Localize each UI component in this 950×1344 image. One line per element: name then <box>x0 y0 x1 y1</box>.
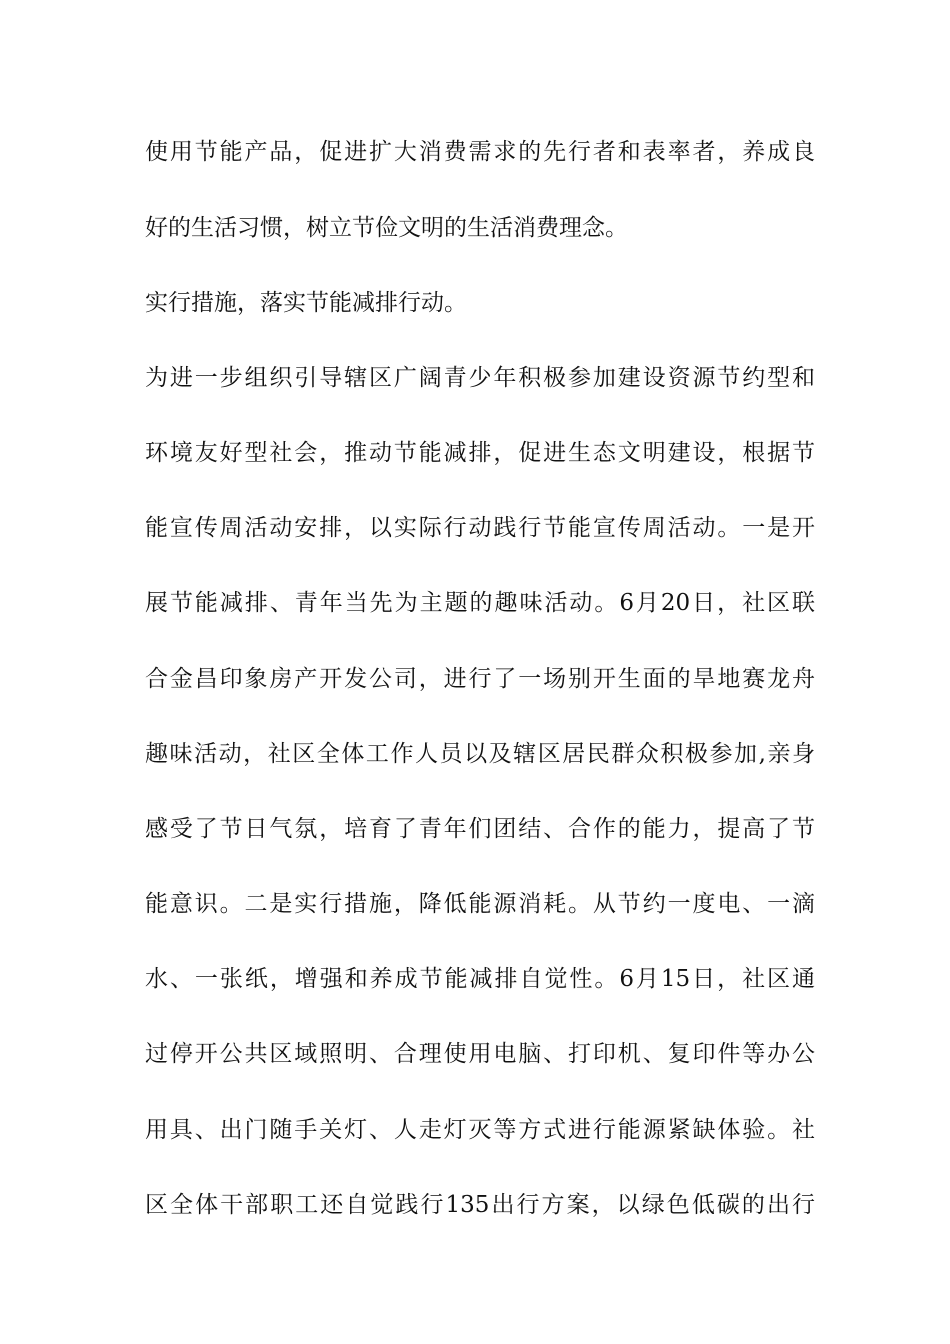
text-line: 能宣传周活动安排，以实际行动践行节能宣传周活动。一是开 <box>145 515 815 541</box>
text-line: 为进一步组织引导辖区广阔青少年积极参加建设资源节约型和 <box>145 365 815 391</box>
text-line: 好的生活习惯，树立节俭文明的生活消费理念。 <box>145 215 628 241</box>
text-line: 用具、出门随手关灯、人走灯灭等方式进行能源紧缺体验。社 <box>145 1117 815 1143</box>
text-line: 合金昌印象房产开发公司，进行了一场别开生面的旱地赛龙舟 <box>145 666 815 692</box>
text-line: 感受了节日气氛，培育了青年们团结、合作的能力，提高了节 <box>145 816 815 842</box>
text-line: 使用节能产品，促进扩大消费需求的先行者和表率者，养成良 <box>145 139 815 165</box>
text-line: 趣味活动，社区全体工作人员以及辖区居民群众积极参加,亲身 <box>145 741 815 767</box>
text-line: 展节能减排、青年当先为主题的趣味活动。6月20日，社区联 <box>145 590 815 616</box>
text-line: 能意识。二是实行措施，降低能源消耗。从节约一度电、一滴 <box>145 891 815 917</box>
text-line: 环境友好型社会，推动节能减排，促进生态文明建设，根据节 <box>145 440 815 466</box>
text-line: 过停开公共区域照明、合理使用电脑、打印机、复印件等办公 <box>145 1041 815 1067</box>
text-line: 水、一张纸，增强和养成节能减排自觉性。6月15日，社区通 <box>145 966 815 992</box>
text-line: 区全体干部职工还自觉践行135出行方案，以绿色低碳的出行 <box>145 1192 815 1218</box>
text-line: 实行措施，落实节能减排行动。 <box>145 290 467 316</box>
